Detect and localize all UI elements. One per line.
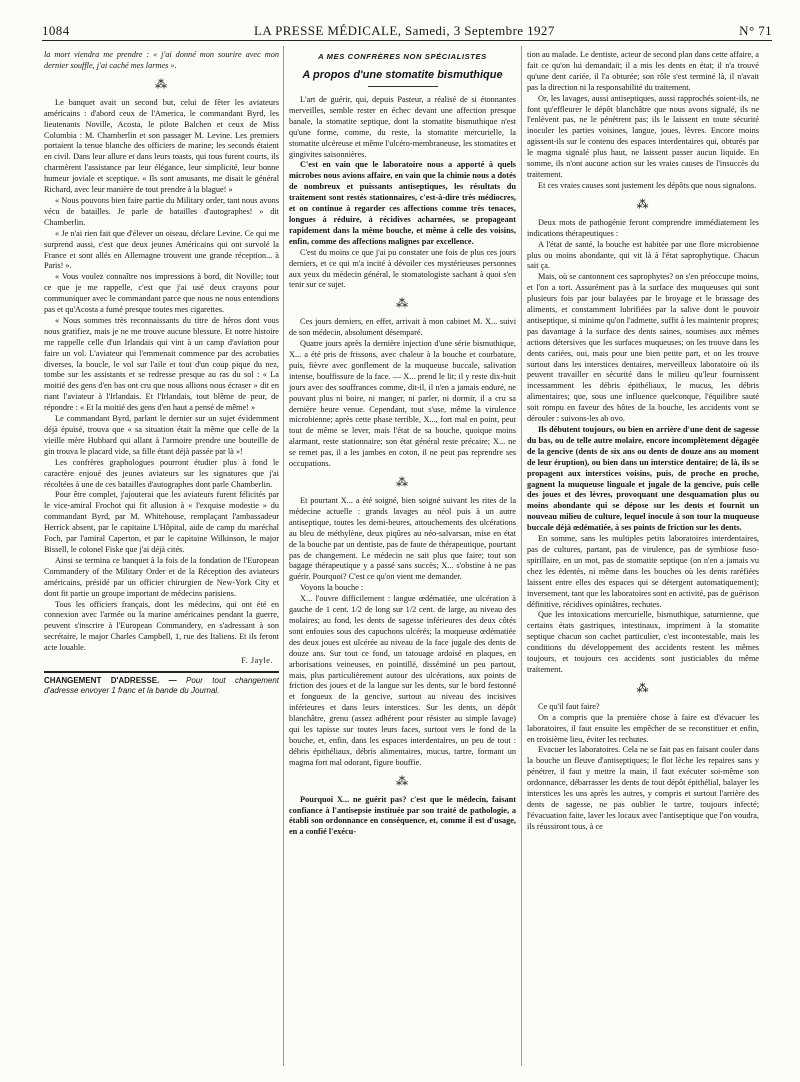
section-separator: ⁂ <box>396 773 409 788</box>
paragraph: Ainsi se termina ce banquet à la fois de la fondation de l'European Commandery of the Military Order et de la Réception des aviateurs américains, présidé par un officier chirurgien de New-York City et dont fit partie un groupe important de médecins parisiens. <box>44 555 279 598</box>
paragraph: Les confrères graphologues pourront étudier plus à fond le caractère enjoué des jeunes aviateurs sur les signatures que j'ai récoltées à une de ces batailles d'autographes dont parle Chamberlin. <box>44 457 279 489</box>
paragraph: C'est en vain que le laboratoire nous a apporté à quels microbes nous avions affaire, en vain que la chimie nous a dotés de nombreux et puissants antiseptiques, les résultats du traitement sont restés stationnaires, c'est-à-dire très médiocres, et on continue à regarder ces affections comme très tenaces, longues à réduire, à récidives acharnées, se propageant rapidement dans la même bouche, et même à celle des voisins, enfin, comme des affections malignes par excellence. <box>289 160 516 246</box>
notice-text: Pour tout changement d'adresse envoyer 1 franc et la bande du Journal. <box>44 676 279 696</box>
paragraph: L'art de guérir, qui, depuis Pasteur, a réalisé de si étonnantes merveilles, semble rester en échec devant une affection presque banale, la stomatite septique, dont la stomatite bismuthique n'est qu'une forme, comme, du reste, la stomatite mercurielle, la stomatite ulcéreuse et même l'ulcéro-membraneuse, les stomatites et gingivites saisonnières. <box>289 95 516 159</box>
paragraph: Mais, où se cantonnent ces saprophytes? on s'en préoccupe moins, et l'on a tort. Assurément pas à la surface des muqueuses qui sont plusieurs fois par jour balayées par le broyage et le brassage des aliments, et constamment lubrifiées par la salive dont le pouvoir antiseptique, si minime qu'on l'admette, suffit à les maintenir propres; pas davantage à la surface des dents saines, soumises aux mêmes actions détersives que les surfaces muqueuses; on les trouve dans les dents cariées, oui, mais pour une bien petite part, et on les trouve surtout dans les interstices dentaires, merveilleux laboratoire où ils peuvent travailler en sécurité dans le milieu qu'leur fournissent incessamment les débris épithéliaux, le mucus, les débris alimentaires; que, sous une influence quelconque, l'équilibre sauté soit rompu en faveur des hôtes de la bouche, les accidents vont se dérouler : suivons-les ab ovo. <box>527 272 759 424</box>
page-header <box>42 17 772 39</box>
column-divider <box>521 46 522 1066</box>
column-middle <box>289 50 516 1060</box>
paragraph: la mort viendra me prendre : « j'ai donné mon sourire avec mon dernier souffle, j'ai caché mes larmes ». <box>44 50 279 70</box>
paragraph: Tous les officiers français, dont les médecins, qui ont été en connexion avec l'armée ou la marine américaines pendant la guerre, peuvent s'inscrire à l'European Commandery, en s'adressant à son secrétaire, le major Charles Campbell, 1, rue des Italiens. Et ils feront acte louable. <box>44 599 279 653</box>
paragraph: A l'état de santé, la bouche est habitée par une flore microbienne plus ou moins abondante, qui vit là à l'état saprophytique. Chacun sait ça. <box>527 239 759 271</box>
paragraph: Ces jours derniers, en effet, arrivait à mon cabinet M. X... suivi de son médecin, absolument désemparé. <box>289 317 516 338</box>
paragraph: Evacuer les laboratoires. Cela ne se fait pas en faisant couler dans la bouche un fleuve d'antiseptiques; le flot lèche les repaires sans y pénétrer, il faut y mettre la main, il faut exécuter soi-même son ordonnance, débarrasser les dents de tout dépôt épithélial, balayer les interstices les uns après les autres, y compris et surtout l'arrière des dents de sagesse, ne pas oublier le tartre, toujours infecté; l'évacuation faite, laver les locaux avec l'antiseptique que l'on voudra, ils réussiront tous, à ce <box>527 745 759 831</box>
page-number: 1084 <box>42 23 70 38</box>
article-title: A propos d'une stomatite bismuthique <box>302 69 503 81</box>
paragraph: Le commandant Byrd, parlant le dernier sur un sujet évidemment déjà épuisé, trouva que « sa situation était la même que celle de la vieille mère Hubbard qui allant à l'armoire prendre une bouteille de gin trouva le placard vide, sa fille étant déjà passée par là »! <box>44 414 279 456</box>
column-divider <box>283 46 284 1066</box>
paragraph: En somme, sans les multiples petits laboratoires interdentaires, pas de cultures, partant, pas de virulence, pas de symbiose fuso-spirillaire, en un mot, pas de stomatite septique (on n'en a jamais vu chez les édentés, ni même dans les bouches où les dents raréfiées laissent entre elles des espaces qui se détergent automatiquement); inversement, tant que les laboratoires sont en activité, pas de guérison définitive, récidives opiniâtres, rechutes. <box>527 534 759 609</box>
section-rubric: A MES CONFRÈRES NON SPÉCIALISTES <box>318 52 487 61</box>
paragraph: X... l'ouvre difficilement : langue œdématiée, une ulcération à gauche de 1 cent. 1/2 de long sur 1/2 cent. de large, au niveau des molaires; au fond, les dents de sagesse inférieures des deux côtés sont enfouies sous des capuchons ulcérés; la muqueuse œdématiée des deux joues est ulcérée au niveau de la face jugale des dents de douze ans. Sur tout ce fond, un tatouage ardoisé en plaques, en arborisations veineuses, en pointillé, disséminé un peu partout, mais, plus particulièrement autour des ulcérations, aux points de friction des joues et de la langue sur les dents, sur le bord festonné et fongueux de la gencive, surtout au niveau des incisives inférieures et dans leurs interstices. Sur les dents, un dépôt blanchâtre, grenu (assez adhérent pour résister au simple lavage) qui les tapisse sur toutes leurs faces, surtout vers le fond de la bouche, et, enfin, dans les espaces interdentaires, un peu de tout : débris épithéliaux, débris alimentaires, mucus, tartre, formant un magma fort mal odorant, figure bouffie. <box>289 594 516 767</box>
paragraph: On a compris que la première chose à faire est d'évacuer les laboratoires, il faut ensuite les empêcher de se reconstituer et enfin, en troisième lieu, éviter les rechutes. <box>527 712 759 744</box>
paragraph: « Nous pouvons bien faire partie du Military order, tant nous avons vécu de batailles. Je parle de batailles d'autographes! » dit Chamberlin. <box>44 195 279 227</box>
author-signature: F. Jayle. <box>241 656 273 666</box>
paragraph: Pour être complet, j'ajouterai que les aviateurs furent félicités par le vice-amiral Frochot qui fit allusion à « l'exquise modestie » du commandant Byrd, par M. Whitehouse, remplaçant l'ambassadeur Herrick absent, par le capitaine L'Hôpital, aide de camp du maréchal Foch, par l'amiral Caperton, et par le capitaine Wilkinson, le major Bissell, le colonel Fiske que j'ai déjà cités. <box>44 490 279 554</box>
paragraph: « Vous voulez connaître nos impressions à bord, dit Noville; tout ce que je me rappelle, c'est que j'ai usé deux crayons pour communiquer avec le commandant parce que nous ne nous entendions pas et qu'Acosta a fumé presque toutes mes cigarettes. <box>44 272 279 315</box>
notice-title: CHANGEMENT D'ADRESSE. — <box>44 676 177 686</box>
section-separator: ⁂ <box>396 475 409 489</box>
paragraph: « Nous sommes très reconnaissants du titre de héros dont vous nous gratifiez, mais je ne me trouve aucune blessure. Et notre histoire me rappelle celle d'un Irlandais qui vint à un camp d'aviation pour faire un vol. L'aviateur qui l'emmenait commence par des acrobaties diverses, la boucle, le vol sur l'aile et tout d'un coup pique du nez, tombe sur les assistants et se redresse presque au ras du sol : « La moitié des gens d'en bas ont cru que nous allions nous écraser » dit en riant l'aviateur à l'Irlandais. Et l'Irlandais, tout blême de peur, de répondre : « Et la moitié des gens d'en haut a pensé de même! » <box>44 315 279 413</box>
address-change-notice <box>44 671 279 696</box>
section-separator: ⁂ <box>636 196 650 211</box>
header-rule <box>42 40 772 41</box>
paragraph: Pourquoi X... ne guérit pas? c'est que le médecin, faisant confiance à l'antisepsie instituée par son traité de pathologie, a établi son ordonnance en conséquence, et, comme il est d'usage, en a confié l'exécu- <box>289 794 516 837</box>
title-rule <box>368 86 438 87</box>
issue-number: N° 71 <box>739 23 772 38</box>
journal-title: LA PRESSE MÉDICALE, Samedi, 3 Septembre 1927 <box>254 23 555 38</box>
paragraph: « Je n'ai rien fait que d'élever un oiseau, déclare Levine. Ce qui me surprend aussi, c'est que deux jeunes Américains qui ont survolé la France et sont allés en Allemagne trouvent une grande réception... à Paris! ». <box>44 228 279 271</box>
paragraph: Le banquet avait un second but, celui de fêter les aviateurs américains : d'abord ceux de l'America, le commandant Byrd, les lieutenants Noville, Acosta, le pilote Balchen et ceux de Miss Columbia : M. Chamberlin et son passager M. Levine. Les premiers portaient la tenue blanche des officiers de marine; les seconds étaient en civil. Dans leur allure et dans leurs toasts, qui tous furent courts, ils charmèrent l'assistance par leur élégance, leur simplicité, leur bonne humeur joviale et sceptique. « Ils sont amusants, me disait le général Richard, avec leur manière de tout prendre à la blague! » <box>44 97 279 195</box>
paragraph: Et pourtant X... a été soigné, bien soigné suivant les rites de la médecine actuelle : grands lavages au néol puis à un autre antiseptique, toutes les demi-heures, attouchements des ulcérations au bleu de méthylène, deux piqûres au néo-salvarsan, mise en état de la bouche par un dentiste, pas de faute de thérapeutique, pourtant pas de changement. Le médecin ne sait plus que faire; tout son bagage thérapeutique y a passé sans succès; X... s'obstine à ne pas guérir. Pourquoi? C'est ce qu'on vient me demander. <box>289 496 516 582</box>
section-separator: ⁂ <box>155 76 168 91</box>
paragraph: Deux mots de pathogénie feront comprendre immédiatement les indications thérapeutiques : <box>527 217 759 238</box>
column-right <box>527 50 759 1060</box>
paragraph: tion au malade. Le dentiste, acteur de second plan dans cette affaire, a fait ce qu'on lui demandait; il a mis les dents en état; il n'a trouvé qu'une dent cariée, il l'a obturée; son rôle s'est terminé là, il n'avait pas la direction ni la responsabilité du traitement. <box>527 50 759 92</box>
paragraph: Or, les lavages, aussi antiseptiques, aussi rapprochés soient-ils, ne font qu'effleurer le dépôt blanchâtre que nous avons signalé, ils ne l'enlèvent pas, ne le pénètrent pas; ils le laissent en toute sécurité inoculer les parties voisines, langue, joues, lèvres. Encore moins agissent-ils sur le contenu des espaces interdentaires qui, obturés par le magma signalé plus haut, ne laissent passer aucun liquide. En somme, ils n'ont aucune action sur les vraies causes de l'insuccès du traitement. <box>527 93 759 179</box>
paragraph: Quatre jours après la dernière injection d'une série bismuthique, X... a été pris de frissons, avec chaleur à la bouche et courbature, puis, fièvre avec gonflement de la muqueuse buccale, salivation intense, bouffissure de la face. — X... prend le lit; il y reste dix-huit jours avec des souffrances comme, dit-il, il n'en a jamais enduré, ne pouvant plus ni boire, ni manger, ni parler, ni dormir, il a cru sa dernière heure venue. Cependant, tout s'use, même la virulence microbienne; après cette phase terrible, X..., fort mal en point, peut tout de même se lever, mais l'état de sa bouche, quoique moins alarmant, reste stationnaire; son état général reste précaire; X... ne se remet pas, il a les jambes en coton, il ne peut pas reprendre ses occupations. <box>289 339 516 469</box>
column-left <box>44 50 279 1060</box>
paragraph: C'est du moins ce que j'ai pu constater une fois de plus ces jours derniers, et ce qui m'a incité à dévoiler ces mystérieuses personnes aux yeux du médecin général, le stomatologiste sachant à quoi s'en tenir sur ce sujet. <box>289 247 516 290</box>
section-separator: ⁂ <box>636 680 650 695</box>
paragraph: Voyons la bouche : <box>300 583 364 593</box>
paragraph: Ils débutent toujours, ou bien en arrière d'une dent de sagesse du bas, ou de telle autre molaire, encore incomplètement dégagée de la gencive (dents de six ans ou dents de douze ans au moment de leur éruption), ou bien dans un interstice dentaire; de là, ils se propagent aux interstices voisins, puis, de proche en proche, gagnent la muqueuse linguale et jugale de la gencive, puis celle des joues et des lèvres, provoquant une desquamation plus ou moins abondante qui se dépose sur les dents et fournit un nouveau milieu de culture, lequel inocule à son tour la muqueuse buccale déjà œdématiée, à ses points de friction sur les dents. <box>527 425 759 533</box>
paragraph: Ce qu'il faut faire? <box>538 701 600 711</box>
paragraph: Que les intoxications mercurielle, bismuthique, saturnienne, que certains états gastriques, intestinaux, impriment à la stomatite septique chacun son cachet particulier, c'est incontestable, mais les conditions du développement des accidents restent les mêmes toujours, et toujours ces accidents sont justiciables du même traitement. <box>527 610 759 674</box>
section-separator: ⁂ <box>396 296 409 311</box>
paragraph: Et ces vraies causes sont justement les dépôts que nous signalons. <box>538 180 757 190</box>
